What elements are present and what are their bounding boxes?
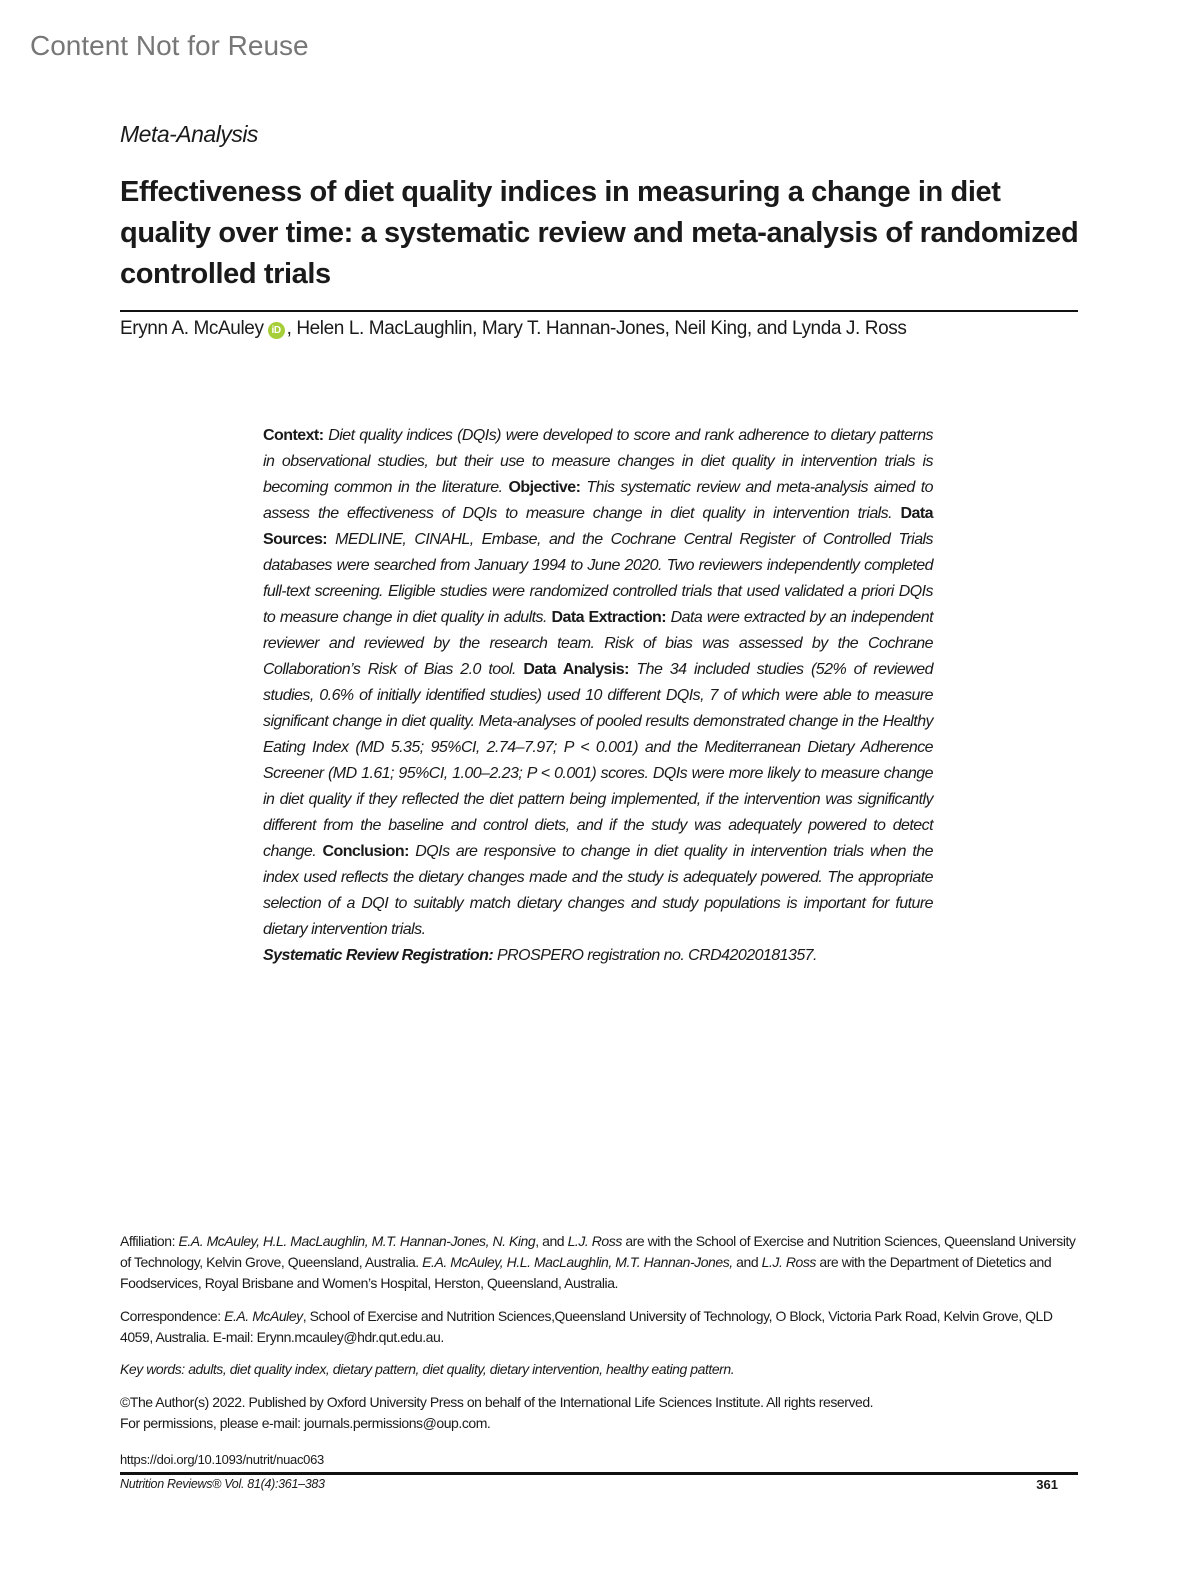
orcid-icon[interactable]: iD [268, 322, 285, 339]
affiliation-segment: , and [535, 1233, 568, 1249]
abstract-objective: Objective: This systematic review and meta-analysis aimed to assess the effectiveness of DQIs to measure change in diet quality in intervention trials. [263, 479, 933, 522]
affiliation-segment: are with the Department of Dietetics and Foodservices, Royal Brisbane and Women’s Hospital, Herston, Queensland, Australia. [120, 1254, 1052, 1291]
correspondence [120, 1306, 1080, 1348]
abstract-label: Context: [263, 427, 324, 444]
abstract-label: Data Sources: [263, 505, 933, 548]
journal-citation: Nutrition Reviews® Vol. 81(4):361–383 [120, 1477, 325, 1491]
watermark: Content Not for Reuse [30, 30, 309, 61]
author-list [120, 318, 906, 340]
affiliation-segment: L.J. Ross [567, 1233, 622, 1249]
section-label: Meta-Analysis [120, 121, 258, 147]
affiliation-segment: Affiliation: [120, 1233, 179, 1249]
copyright-line: ©The Author(s) 2022. Published by Oxford University Press on behalf of the International Life Sciences Institute. All rights reserved. [120, 1394, 874, 1410]
abstract-data-extraction: Data Extraction: Data were extracted by an independent reviewer and reviewed by the research team. Risk of bias was assessed by the Cochrane Collaboration’s Risk of Bias 2.0 tool. [263, 609, 934, 678]
affiliation-segment: are with the School of Exercise and Nutrition Sciences, Queensland University of Technology, Kelvin Grove, Queensland, Australia. [120, 1233, 1076, 1270]
author-first: Erynn A. McAuley [120, 318, 264, 339]
doi-link[interactable]: https://doi.org/10.1093/nutrit/nuac063 [120, 1452, 324, 1467]
article-title: Effectiveness of diet quality indices in measuring a change in diet quality over time: a systematic review and meta-analysis of randomized controlled trials [120, 176, 1079, 290]
abstract-label: Conclusion: [322, 843, 409, 860]
affiliation [120, 1231, 1080, 1294]
abstract-context: Context: Diet quality indices (DQIs) were developed to score and rank adherence to dietary patterns in observational studies, but their use to measure changes in diet quality in intervention trials is becoming common in the literature. [263, 427, 933, 496]
correspondence-segment: , School of Exercise and Nutrition Sciences,Queensland University of Technology, O Block, Victoria Park Road, Kelvin Grove, QLD 4059, Australia. E-mail: Erynn.mcauley@hdr.qut.edu.au. [120, 1308, 1053, 1345]
author-rest: , Helen L. MacLaughlin, Mary T. Hannan-Jones, Neil King, and Lynda J. Ross [286, 318, 907, 339]
registration: Systematic Review Registration: PROSPERO registration no. CRD42020181357. [263, 947, 817, 964]
affiliation-segment: E.A. McAuley, H.L. MacLaughlin, M.T. Hannan-Jones, N. King [178, 1233, 536, 1249]
copyright [120, 1392, 1080, 1434]
abstract [263, 423, 933, 969]
correspondence-segment: E.A. McAuley [224, 1308, 303, 1324]
abstract-conclusion: Conclusion: DQIs are responsive to change in diet quality in intervention trials when the index used reflects the dietary changes made and the study is adequately powered. The appropriate selection of a DQI to suitably match dietary changes and study populations is important for future dietary intervention trials. [263, 843, 933, 938]
footer-divider [120, 1472, 1078, 1475]
affiliation-segment: and [732, 1254, 762, 1270]
correspondence-segment: Correspondence: [120, 1308, 225, 1324]
keywords: Key words: adults, diet quality index, dietary pattern, diet quality, dietary intervention, healthy eating pattern. [120, 1361, 735, 1377]
abstract-label: Data Extraction: [551, 609, 667, 626]
title-divider [120, 310, 1078, 312]
abstract-label: Objective: [508, 479, 581, 496]
affiliation-segment: E.A. McAuley, H.L. MacLaughlin, M.T. Hannan-Jones, [422, 1254, 733, 1270]
permissions-line[interactable]: For permissions, please e-mail: journals.permissions@oup.com. [120, 1415, 491, 1431]
abstract-label: Data Analysis: [523, 661, 629, 678]
page-number: 361 [1036, 1477, 1058, 1492]
abstract-data-analysis: Data Analysis: The 34 included studies (52% of reviewed studies, 0.6% of initially identified studies) used 10 different DQIs, 7 of which were able to measure significant change in diet quality. Meta-analyses of pooled results demonstrated change in the Healthy Eating Index (MD 5.35; 95%CI, 2.74–7.97; P < 0.001) and the Mediterranean Dietary Adherence Screener (MD 1.61; 95%CI, 1.00–2.23; P < 0.001) scores. DQIs were more likely to measure change in diet quality if they reflected the diet pattern being implemented, if the intervention was significantly different from the baseline and control diets, and if the study was adequately powered to detect change. [263, 661, 933, 860]
abstract-data-sources: Data Sources: MEDLINE, CINAHL, Embase, and the Cochrane Central Register of Controlled Trials databases were searched from January 1994 to June 2020. Two reviewers independently completed full-text screening. Eligible studies were randomized controlled trials that used validated a priori DQIs to measure change in diet quality in adults. [263, 505, 933, 626]
affiliation-segment: L.J. Ross [761, 1254, 816, 1270]
